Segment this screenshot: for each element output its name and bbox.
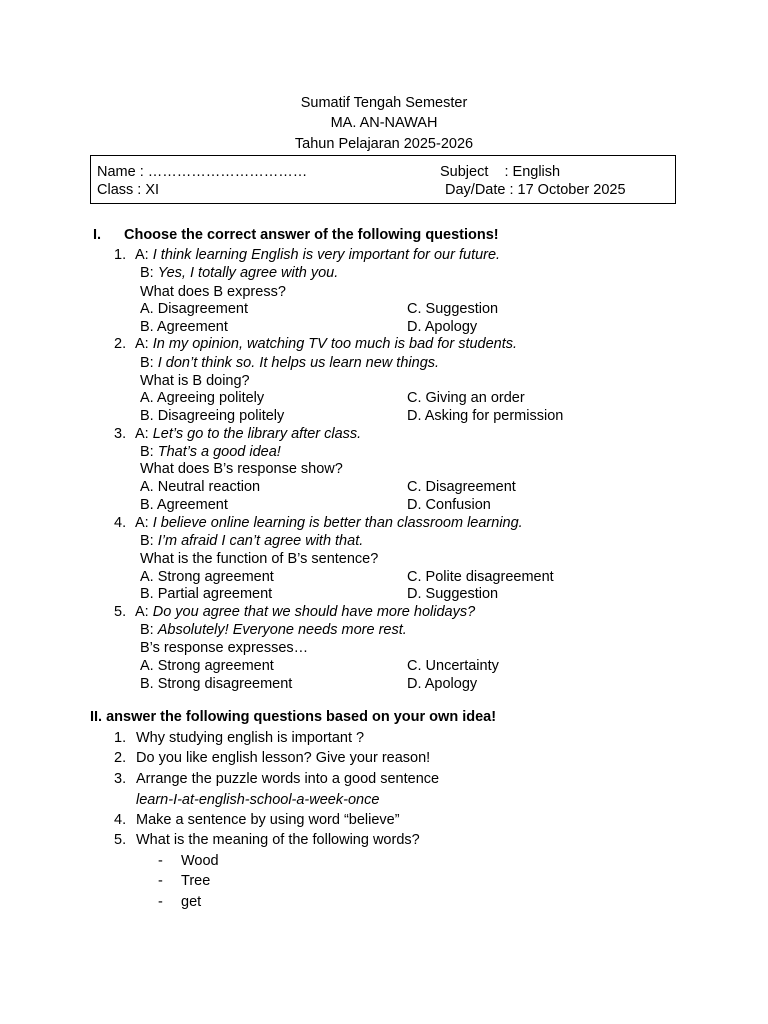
speaker-a-line: Do you agree that we should have more holidays? [152, 604, 476, 620]
word-item-3: get [181, 894, 202, 910]
option-a: A. Agreeing politely [140, 390, 265, 406]
question-text: What does B’s response show? [140, 461, 343, 477]
speaker-b-label: B: [140, 622, 158, 638]
exam-title: Sumatif Tengah Semester [300, 95, 468, 111]
question-text: What is the function of B’s sentence? [140, 551, 379, 567]
essay-number-2: 2. [114, 750, 127, 766]
speaker-b-line: I don’t think so. It helps us learn new things. [157, 355, 440, 371]
speaker-b-line: Yes, I totally agree with you. [157, 265, 339, 281]
speaker-a-label: A: [135, 336, 153, 352]
question-number: 5. [114, 604, 127, 620]
option-a: A. Strong agreement [140, 658, 274, 674]
speaker-b-line: That’s a good idea! [157, 444, 281, 460]
speaker-b-label: B: [140, 533, 158, 549]
option-b: B. Agreement [140, 319, 228, 335]
section-1-title: Choose the correct answer of the following questions! [124, 227, 499, 243]
question-number: 2. [114, 336, 127, 352]
word-bullet: - [158, 853, 163, 869]
question-number: 3. [114, 426, 127, 442]
option-d: D. Asking for permission [407, 408, 564, 424]
question-number: 1. [114, 247, 127, 263]
academic-year: Tahun Pelajaran 2025-2026 [294, 136, 474, 152]
speaker-a-label: A: [135, 247, 153, 263]
option-d: D. Apology [407, 319, 478, 335]
option-a: A. Strong agreement [140, 569, 274, 585]
speaker-a-line: I think learning English is very important for our future. [152, 247, 501, 263]
option-a: A. Neutral reaction [140, 479, 261, 495]
speaker-a-label: A: [135, 515, 153, 531]
question-text: B’s response expresses… [140, 640, 309, 656]
word-bullet: - [158, 873, 163, 889]
name-field: Name : …………………………… [97, 164, 308, 180]
option-a: A. Disagreement [140, 301, 248, 317]
student-info-box [90, 155, 676, 204]
essay-question-3: Arrange the puzzle words into a good sentence [136, 771, 440, 787]
question-text: What does B express? [140, 284, 286, 300]
school-name: MA. AN-NAWAH [330, 115, 438, 131]
date-field: Day/Date : 17 October 2025 [445, 182, 626, 198]
option-c: C. Disagreement [407, 479, 516, 495]
speaker-b-label: B: [140, 444, 158, 460]
class-field: Class : XI [97, 182, 160, 198]
option-b: B. Strong disagreement [140, 676, 293, 692]
essay-question-4: Make a sentence by using word “believe” [136, 812, 400, 828]
option-b: B. Agreement [140, 497, 228, 513]
essay-number-5: 5. [114, 832, 127, 848]
word-item-2: Tree [181, 873, 211, 889]
speaker-a-line: I believe online learning is better than classroom learning. [152, 515, 523, 531]
section-1-numeral: I. [93, 227, 102, 243]
essay-number-1: 1. [114, 730, 127, 746]
section-2-title: II. answer the following questions based on your own idea! [90, 709, 497, 725]
speaker-b-line: Absolutely! Everyone needs more rest. [157, 622, 407, 638]
speaker-b-label: B: [140, 265, 158, 281]
word-bullet: - [158, 894, 163, 910]
subject-field: Subject : English [440, 164, 561, 180]
question-text: What is B doing? [140, 373, 250, 389]
word-item-1: Wood [181, 853, 219, 869]
option-d: D. Confusion [407, 497, 491, 513]
essay-question-1: Why studying english is important ? [136, 730, 365, 746]
essay-question-2: Do you like english lesson? Give your reason! [136, 750, 431, 766]
speaker-a-line: Let’s go to the library after class. [152, 426, 362, 442]
speaker-b-line: I’m afraid I can’t agree with that. [157, 533, 364, 549]
essay-number-4: 4. [114, 812, 127, 828]
option-b: B. Disagreeing politely [140, 408, 285, 424]
speaker-a-label: A: [135, 426, 153, 442]
option-c: C. Polite disagreement [407, 569, 554, 585]
question-number: 4. [114, 515, 127, 531]
speaker-a-label: A: [135, 604, 153, 620]
puzzle-words: learn-I-at-english-school-a-week-once [136, 792, 380, 808]
essay-number-3: 3. [114, 771, 127, 787]
option-c: C. Uncertainty [407, 658, 499, 674]
option-d: D. Apology [407, 676, 478, 692]
essay-question-5: What is the meaning of the following words? [136, 832, 420, 848]
speaker-b-label: B: [140, 355, 158, 371]
option-d: D. Suggestion [407, 586, 499, 602]
option-c: C. Suggestion [407, 301, 499, 317]
option-b: B. Partial agreement [140, 586, 273, 602]
speaker-a-line: In my opinion, watching TV too much is bad for students. [152, 336, 518, 352]
option-c: C. Giving an order [407, 390, 525, 406]
